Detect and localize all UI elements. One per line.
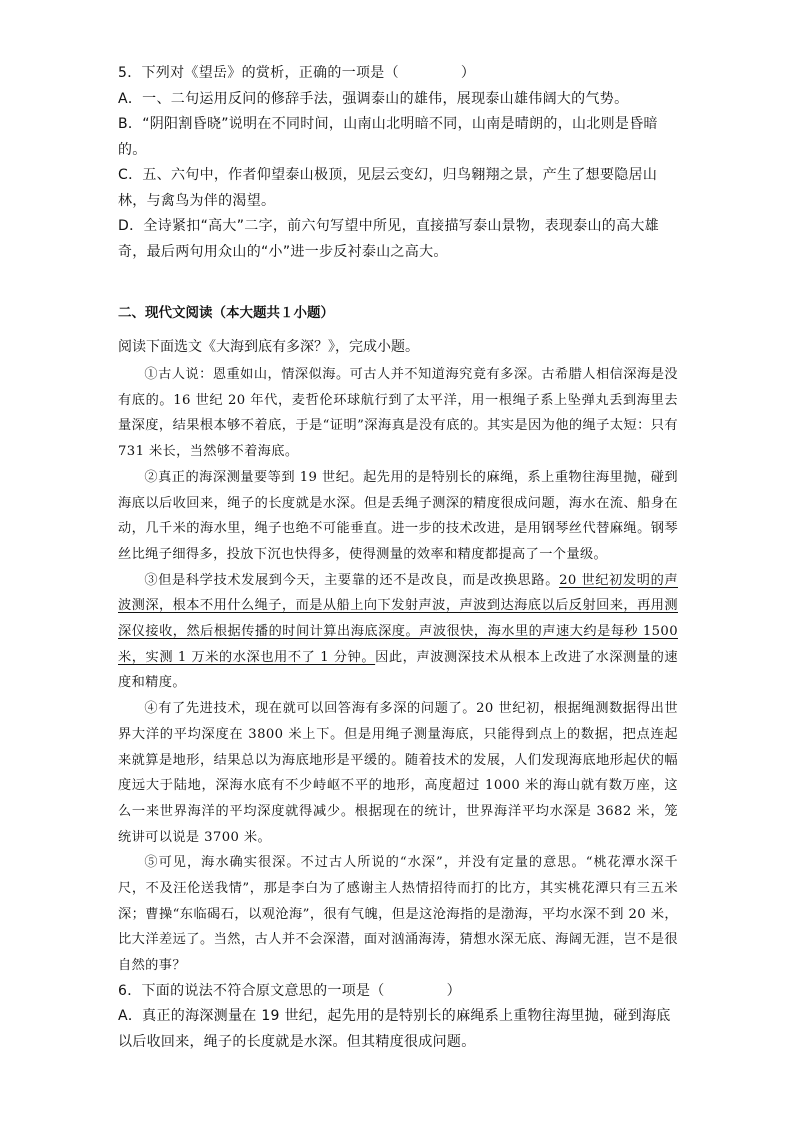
section-title: 二、现代文阅读（本大题共１小题） (118, 305, 334, 321)
paragraph-3-end: 因此，声波测深技术从根本上改进了水深测量的速度和精度。 (118, 649, 678, 691)
document-content (118, 61, 678, 1055)
underlined-sentence: 20 世纪初发明的声波测深，根本不用什么绳子，而是从船上向下发射声波，声波到达海底以后反射回来，再用测深仪接收，然后根据传播的时间计算出海底深度。声波很快，海水里的声速大约是每秒 1500 米，实测 1 万米的水深也用不了 1 分钟。 (118, 572, 678, 665)
question-6 (118, 979, 678, 1056)
passage-paragraph-4: ④有了先进技术，现在就可以回答海有多深的问题了。20 世纪初，根据绳测数据得出世界大洋的平均深度在 3800 米上下。但是用绳子测量海底，只能得到点上的数据，把点连起来就算是地形，结果总以为海底地形是平缓的。随着技术的发展，人们发现海底地形起伏的幅度远大于陆地，深海水底有不少峙岖不平的地形，高度超过 1000 米的海山就有数万座，这么一来世界海洋的平均深度就得减少。根据现在的统计，世界海洋平均水深是 3682 米，笼统讲可以说是 3700 米。 (118, 701, 678, 845)
question-5-stem-text: 5．下列对《望岳》的赏析，正确的一项是（ (118, 65, 399, 81)
passage-paragraph-1: ①古人说：恩重如山，情深似海。可古人并不知道海究竟有多深。古希腊人相信深海是没有底的。16 世纪 20 年代，麦哲伦环球航行到了太平洋，用一根绳子系上坠弹丸丢到海里去量深度，结果根本够不着底，于是“证明”深海真是没有底的。其实是因为他的绳子太短：只有 731 米长，当然够不着海底。 (118, 367, 678, 460)
question-5-option-a: A．一、二句运用反问的修辞手法，强调泰山的雄伟，展现泰山雄伟阔大的气势。 (118, 90, 629, 107)
paragraph-3-start: ③但是科学技术发展到今天，主要靠的还不是改良，而是改换思路。 (144, 572, 560, 588)
passage-paragraph-2: ②真正的海深测量要等到 19 世纪。起先用的是特别长的麻绳，系上重物往海里抛，碰到海底以后收回来，绳子的长度就是水深。但是丢绳子测深的精度很成问题，海水在流、船身在动，几千米的海水里，绳子也绝不可能垂直。进一步的技术改进，是用钢琴丝代替麻绳。钢琴丝比绳子细得多，投放下沉也快得多，使得测量的效率和精度都提高了一个量级。 (118, 469, 678, 562)
question-6-stem-close: ） (446, 982, 461, 999)
passage-paragraph-5: ⑤可见，海水确实很深。不过古人所说的“水深”，并没有定量的意思。“桃花潭水深千尺，不及汪伦送我情”，那是李白为了感谢主人热情招待而打的比方，其实桃花潭只有三五米深；曹操“东临碣石，以观沧海”，很有气魄，但是这沧海指的是渤海，平均水深不到 20 米，比大洋差远了。当然，古人并不会深潜，面对汹涌海涛，猜想水深无底、海阔无涯，岂不是很自然的事？ (118, 855, 678, 974)
question-5-option-b: B．“阴阳割昏晓”说明在不同时间，山南山北明暗不同，山南是晴朗的，山北则是昏暗的。 (118, 116, 658, 158)
passage-paragraph-3 (118, 568, 678, 697)
question-6-stem (118, 979, 678, 1005)
question-6-stem-text: 6．下面的说法不符合原文意思的一项是（ (118, 982, 385, 999)
reading-passage (118, 362, 678, 979)
reading-intro: 阅读下面选文《大海到底有多深？》，完成小题。 (118, 339, 419, 355)
question-6-option-a: A．真正的海深测量在 19 世纪，起先用的是特别长的麻绳系上重物往海里抛，碰到海底以后收回来，绳子的长度就是水深。但其精度很成问题。 (118, 1008, 671, 1050)
question-5-option-d: D．全诗紧扣“高大”二字，前六句写望中所见，直接描写泰山景物，表现泰山的高大雄奇，最后两句用众山的“小”进一步反衬泰山之高大。 (118, 218, 659, 260)
question-5-stem (118, 61, 678, 87)
question-5-stem-close: ） (460, 65, 476, 81)
question-5-option-c: C．五、六句中，作者仰望泰山极顶，见层云变幻，归鸟翱翔之景，产生了想要隐居山林，与禽鸟为伴的渴望。 (118, 167, 658, 209)
question-5 (118, 61, 678, 265)
